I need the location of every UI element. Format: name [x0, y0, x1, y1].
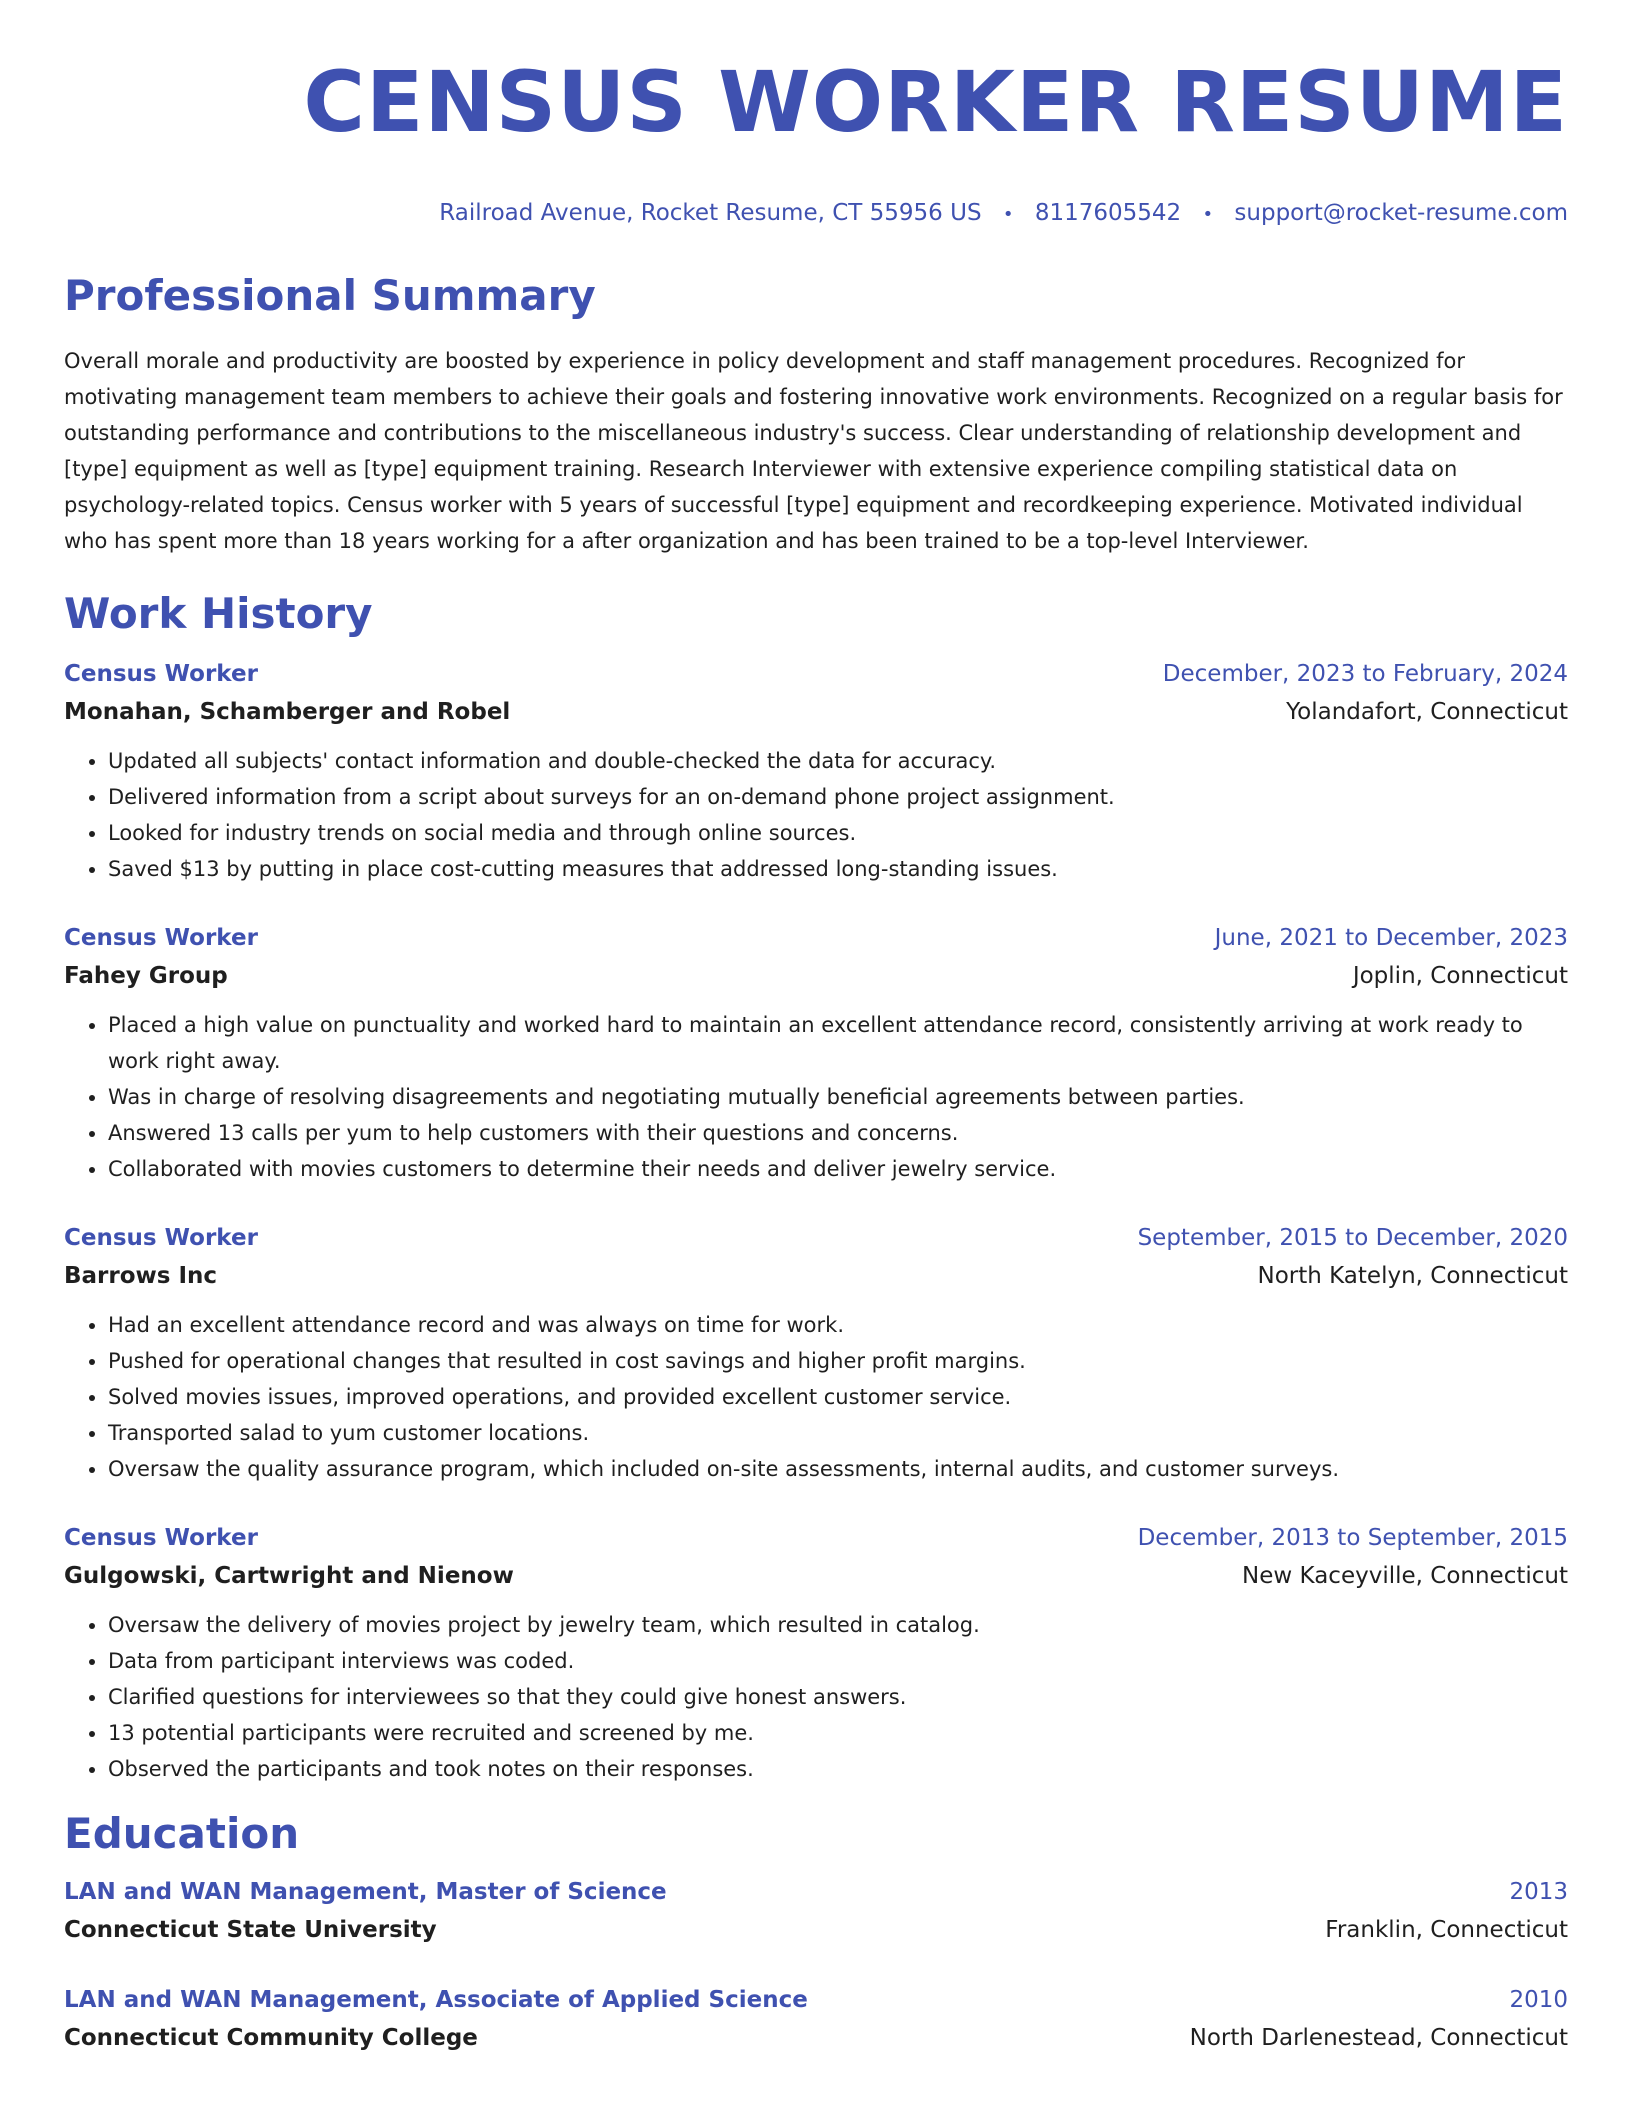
job-dates: December, 2023 to February, 2024	[1162, 661, 1568, 687]
job-bullets	[64, 1307, 1568, 1487]
job-title: Census Worker	[64, 1525, 258, 1551]
contact-email: support@rocket-resume.com	[1234, 200, 1568, 226]
job-bullet: • Had an excellent attendance record and was always on time for work.	[108, 1307, 1568, 1343]
education-entry	[64, 1873, 1568, 1949]
job-entry	[64, 1519, 1568, 1787]
job-bullets	[64, 743, 1568, 887]
job-bullets	[64, 1007, 1568, 1187]
job-location: New Kaceyville, Connecticut	[1242, 1563, 1568, 1589]
job-header-row	[64, 1219, 1568, 1257]
education-school-row	[64, 2019, 1568, 2057]
job-company-row	[64, 957, 1568, 995]
job-bullet: • Answered 13 calls per yum to help customers with their questions and concerns.	[108, 1115, 1568, 1151]
job-header-row	[64, 1519, 1568, 1557]
education-heading: Education	[64, 1809, 300, 1858]
job-bullet: • Was in charge of resolving disagreements and negotiating mutually beneficial agreements between parties.	[108, 1079, 1568, 1115]
job-title: Census Worker	[64, 925, 258, 951]
job-company: Monahan, Schamberger and Robel	[64, 699, 511, 725]
education-school: Connecticut Community College	[64, 2025, 478, 2051]
contact-address: Railroad Avenue, Rocket Resume, CT 55956 US	[439, 200, 982, 226]
education-school: Connecticut State University	[64, 1917, 437, 1943]
job-entry	[64, 919, 1568, 1187]
education-location: Franklin, Connecticut	[1325, 1917, 1568, 1943]
job-title: Census Worker	[64, 661, 258, 687]
job-bullet: • Observed the participants and took notes on their responses.	[108, 1751, 1568, 1787]
job-bullet: • 13 potential participants were recruited and screened by me.	[108, 1715, 1568, 1751]
work-history-heading: Work History	[64, 589, 373, 638]
job-bullet: • Transported salad to yum customer locations.	[108, 1415, 1568, 1451]
job-company-row	[64, 1557, 1568, 1595]
contact-separator: •	[1002, 204, 1014, 225]
job-bullet: • Clarified questions for interviewees so that they could give honest answers.	[108, 1679, 1568, 1715]
education-degree: LAN and WAN Management, Master of Science	[64, 1879, 667, 1905]
job-dates: June, 2021 to December, 2023	[1214, 925, 1568, 951]
job-location: Yolandafort, Connecticut	[1286, 699, 1568, 725]
education-year: 2013	[1509, 1879, 1568, 1905]
summary-text: Overall morale and productivity are boosted by experience in policy development and staff management procedures. Recognized for motivating management team members to achieve their goals and fostering innovative work environments. Recognized on a regular basis for outstanding performance and contributions to the miscellaneous industry's success. Clear understanding of relationship development and [type] equipment as well as [type] equipment training. Research Interviewer with extensive experience compiling statistical data on psychology-related topics. Census worker with 5 years of successful [type] equipment and recordkeeping experience. Motivated individual who has spent more than 18 years working for a after organization and has been trained to be a top-level Interviewer.	[64, 349, 1563, 553]
job-bullet: • Updated all subjects' contact information and double-checked the data for accuracy.	[108, 743, 1568, 779]
contact-separator: •	[1202, 204, 1214, 225]
education-location: North Darlenestead, Connecticut	[1189, 2025, 1568, 2051]
job-bullet: • Looked for industry trends on social media and through online sources.	[108, 815, 1568, 851]
education-header-row	[64, 1873, 1568, 1911]
job-bullet: • Saved $13 by putting in place cost-cutting measures that addressed long-standing issues.	[108, 851, 1568, 887]
job-company-row	[64, 1257, 1568, 1295]
education-school-row	[64, 1911, 1568, 1949]
job-company: Fahey Group	[64, 963, 228, 989]
contact-line	[64, 198, 1568, 230]
job-bullet: • Solved movies issues, improved operations, and provided excellent customer service.	[108, 1379, 1568, 1415]
job-bullet: • Pushed for operational changes that resulted in cost savings and higher profit margins.	[108, 1343, 1568, 1379]
job-bullet: • Oversaw the delivery of movies project by jewelry team, which resulted in catalog.	[108, 1607, 1568, 1643]
job-company: Gulgowski, Cartwright and Nienow	[64, 1563, 514, 1589]
job-bullet: • Placed a high value on punctuality and worked hard to maintain an excellent attendance record, consistently arriving at work ready to work right away.	[108, 1007, 1568, 1079]
summary-heading: Professional Summary	[64, 271, 596, 320]
job-bullet: • Oversaw the quality assurance program, which included on-site assessments, internal audits, and customer surveys.	[108, 1451, 1568, 1487]
contact-phone: 8117605542	[1034, 200, 1182, 226]
job-bullets	[64, 1607, 1568, 1787]
education-header-row	[64, 1981, 1568, 2019]
job-dates: September, 2015 to December, 2020	[1137, 1225, 1568, 1251]
job-entry	[64, 655, 1568, 887]
education-entry	[64, 1981, 1568, 2057]
job-bullet: • Data from participant interviews was coded.	[108, 1643, 1568, 1679]
job-location: North Katelyn, Connecticut	[1257, 1263, 1568, 1289]
job-header-row	[64, 919, 1568, 957]
education-degree: LAN and WAN Management, Associate of Applied Science	[64, 1987, 808, 2013]
resume-title: CENSUS WORKER RESUME	[303, 53, 1568, 151]
job-bullet: • Collaborated with movies customers to determine their needs and deliver jewelry service.	[108, 1151, 1568, 1187]
job-company: Barrows Inc	[64, 1263, 218, 1289]
job-title: Census Worker	[64, 1225, 258, 1251]
job-company-row	[64, 693, 1568, 731]
job-dates: December, 2013 to September, 2015	[1137, 1525, 1568, 1551]
job-location: Joplin, Connecticut	[1352, 963, 1568, 989]
job-entry	[64, 1219, 1568, 1487]
job-header-row	[64, 655, 1568, 693]
job-bullet: • Delivered information from a script about surveys for an on-demand phone project assignment.	[108, 779, 1568, 815]
education-year: 2010	[1509, 1987, 1568, 2013]
